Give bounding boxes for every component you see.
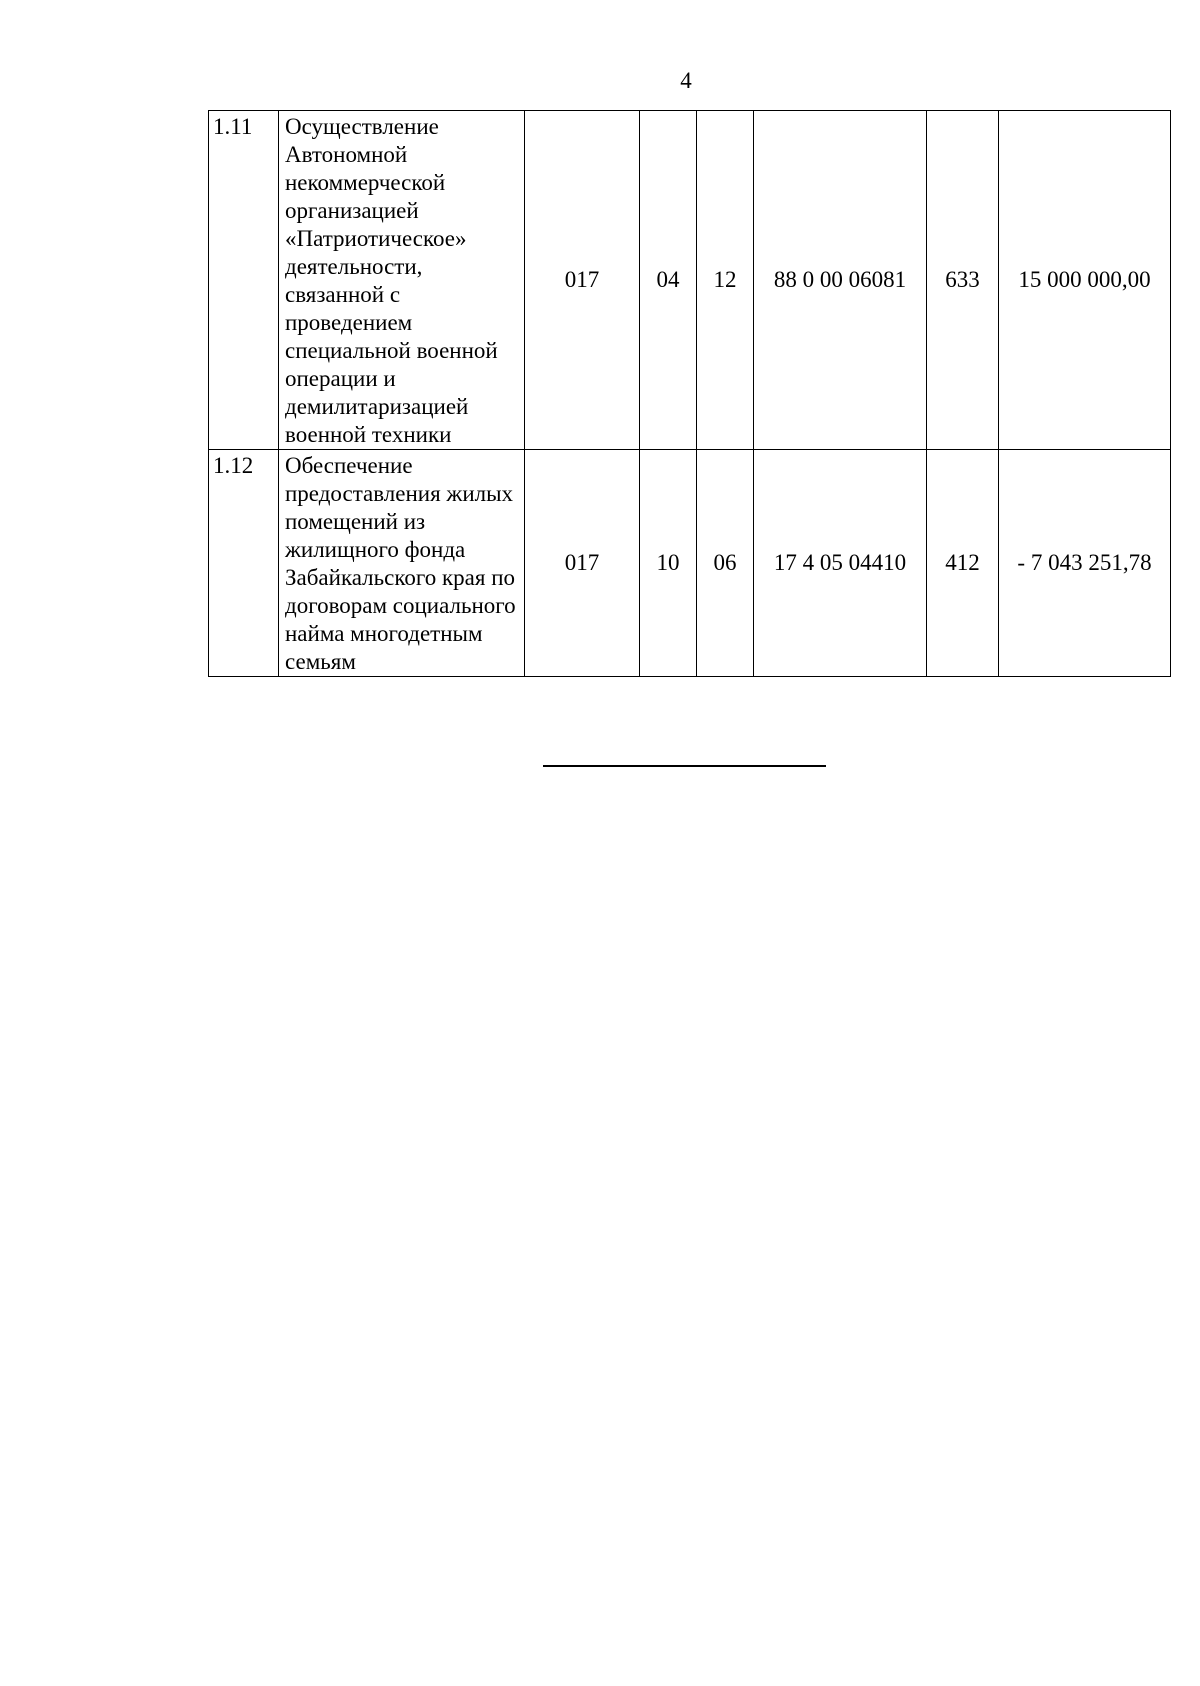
amount-cell: 15 000 000,00: [999, 111, 1171, 450]
description-cell: Обеспечение предоставления жилых помещений из жилищного фонда Забайкальского края по договорам социального найма многодетным семьям: [279, 450, 525, 677]
grbs-code-cell: 017: [525, 111, 640, 450]
expense-type-cell: 412: [927, 450, 999, 677]
row-number-cell: 1.11: [209, 111, 279, 450]
grbs-code-cell: 017: [525, 450, 640, 677]
row-number-cell: 1.12: [209, 450, 279, 677]
section-code-cell: 10: [640, 450, 697, 677]
subsection-code-cell: 06: [697, 450, 754, 677]
description-cell: Осуществление Автономной некоммерческой организацией «Патриотическое» деятельности, связанной с проведением специальной военной операции и демилитаризацией военной техники: [279, 111, 525, 450]
target-article-cell: 17 4 05 04410: [754, 450, 927, 677]
table-row: [209, 111, 1171, 450]
target-article-cell: 88 0 00 06081: [754, 111, 927, 450]
expense-type-cell: 633: [927, 111, 999, 450]
end-of-document-rule: [543, 765, 826, 767]
budget-table: [208, 110, 1171, 677]
table-row: [209, 450, 1171, 677]
subsection-code-cell: 12: [697, 111, 754, 450]
page-number: 4: [680, 68, 692, 93]
section-code-cell: 04: [640, 111, 697, 450]
amount-cell: - 7 043 251,78: [999, 450, 1171, 677]
